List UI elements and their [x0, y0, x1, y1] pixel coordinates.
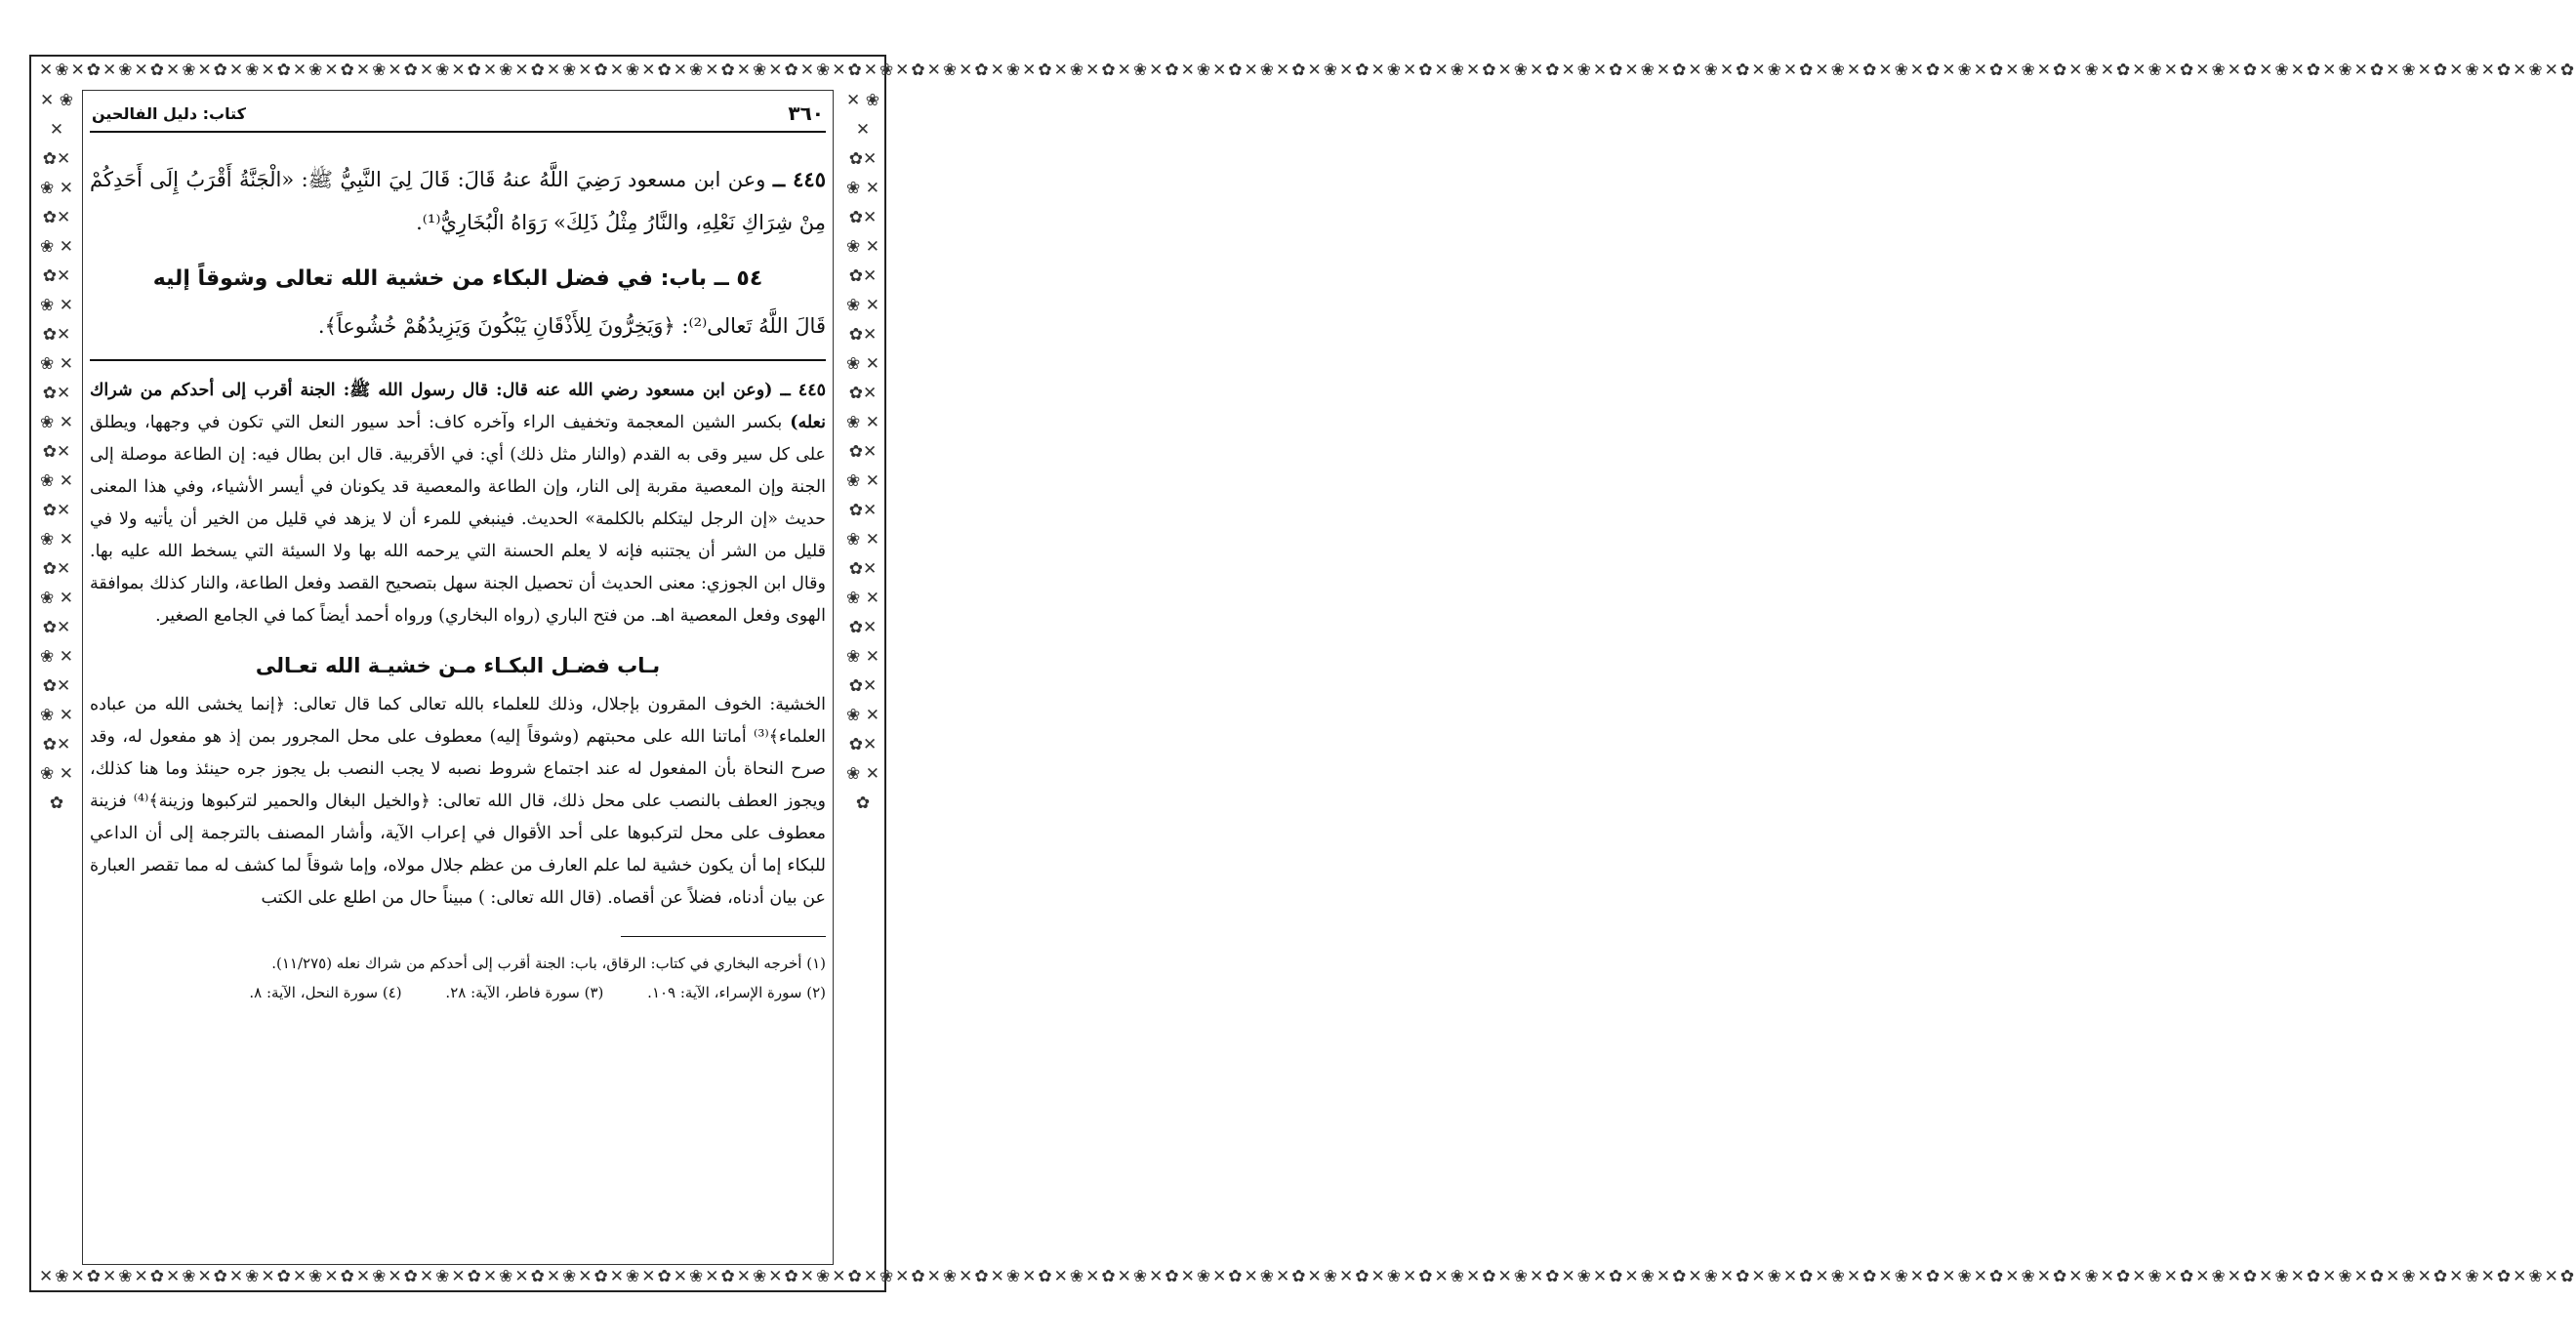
section-paragraph: الخشية: الخوف المقرون بإجلال، وذلك للعلماء بالله تعالى كما قال تعالى: ﴿إنما يخشى الله من عباده العلماء﴾⁽³⁾ أماتنا الله على محبتهم (وشوقاً إليه) معطوف على محل المجرور بمن إذ هو مفعول له، وقد صرح النحاة بأن المفعول له عند اجتماع شروط نصبه لا يجب النصب بل يجوز جره حينئذ وما هنا كذلك، ويجوز العطف بالنصب على محل ذلك، قال الله تعالى: ﴿والخيل البغال والحمير لتركبوها وزينة﴾⁽⁴⁾ فزينة معطوف على محل لتركبوها على أحد الأقوال في إعراب الآية، وأشار المصنف بالترجمة إلى أن الداعي للبكاء إما أن يكون خشية لما علم العارف من عظم جلال مولاه، وإما شوقاً لما كشف له مما تقصر العبارة عن بيان أدناه، فضلاً عن أقصاه. (قال الله تعالى: ) مبيناً حال من اطلع على الكتب: [90, 695, 827, 908]
chapter-verse: قَالَ اللَّهُ تَعالى⁽²⁾: ﴿وَيَخِرُّونَ لِلأَذْقَانِ يَبْكُونَ وَيَزِيدُهُمْ خُشُوعاً﴾.: [317, 314, 826, 338]
book-title: كتاب: دليل الفالحين: [92, 103, 246, 123]
page-header: [90, 98, 826, 133]
chapter-heading: ٥٤ ــ باب: في فضل البكاء من خشية الله تعالى وشوقاً إليه: [152, 266, 763, 291]
footnotes-row: [90, 978, 826, 1007]
footnote-4: (٤) سورة النحل، الآية: ٨.: [249, 984, 402, 1001]
page-content: [90, 98, 826, 1007]
ornament-border-bottom: ✕❀✕✿✕❀✕✿✕❀✕✿✕❀✕✿✕❀✕✿✕❀✕✿✕❀✕✿✕❀✕✿✕❀✕✿✕❀✕✿✕❀✕✿✕❀✕✿✕❀✕✿✕❀✕✿✕❀✕✿✕❀✕✿✕❀✕✿✕❀✕✿✕❀✕✿✕❀✕✿✕❀✕✿✕❀✕✿✕❀✕✿✕❀✕✿✕❀✕✿✕❀✕✿✕❀✕✿✕❀✕✿✕❀✕✿✕❀✕✿✕❀✕✿✕❀✕✿✕❀✕✿✕❀✕✿✕❀✕✿✕❀✕✿✕❀✕✿✕❀✕✿✕❀✕✿✕❀✕✿: [39, 1267, 2576, 1286]
footnote-3: (٣) سورة فاطر، الآية: ٢٨.: [445, 984, 604, 1001]
divider-rule: [90, 359, 826, 361]
commentary-lead: ٤٤٥ ــ (وعن ابن مسعود رضي الله عنه قال: قال رسول الله ﷺ: الجنة أقرب إلى أحدكم من شراك نعله): [90, 381, 826, 432]
commentary-body: بكسر الشين المعجمة وتخفيف الراء وآخره كاف: أحد سيور النعل التي تكون في وجهها، ويطلق على كل سير وقى به القدم (والنار مثل ذلك) أي: في الأقربية. قال ابن بطال فيه: إن الطاعة موصلة إلى الجنة وإن المعصية مقربة إلى النار، وإن الطاعة والمعصية قد يكونان في أيسر الأشياء، وفي هذا المعنى حديث «إن الرجل ليتكلم بالكلمة» الحديث. فينبغي للمرء أن لا يزهد في قليل من الخير أن يأتيه ولا في قليل من الشر أن يجتنبه فإنه لا يعلم الحسنة التي يرحمه الله بها ولا السيئة التي يسخط الله عليه بها. وقال ابن الجوزي: معنى الحديث أن تحصيل الجنة سهل بتصحيح القصد وفعل الطاعة، والنار كذلك بموافقة الهوى وفعل المعصية اهـ. من فتح الباري (رواه البخاري) ورواه أحمد أيضاً كما في الجامع الصغير.: [90, 413, 826, 626]
hadith-number: ٤٤٥ ــ: [772, 167, 826, 191]
footnote-1: (١) أخرجه البخاري في كتاب: الرقاق، باب: الجنة أقرب إلى أحدكم من شراك نعله (١١/٢٧٥).: [271, 955, 826, 972]
commentary-paragraph: [90, 375, 826, 632]
footnote-2: (٢) سورة الإسراء، الآية: ١٠٩.: [647, 984, 826, 1001]
hadith-text: [90, 158, 826, 244]
ornament-border-right: ✕ ❀ ✕ ✿✕ ❀ ✕ ✿✕ ❀ ✕ ✿✕ ❀ ✕ ✿✕ ❀ ✕ ✿✕ ❀ ✕ ✿✕ ❀ ✕ ✿✕ ❀ ✕ ✿✕ ❀ ✕ ✿✕ ❀ ✕ ✿✕ ❀ ✕ ✿✕ ❀ ✕ ✿: [846, 91, 879, 813]
ornament-border-top: ✕❀✕✿✕❀✕✿✕❀✕✿✕❀✕✿✕❀✕✿✕❀✕✿✕❀✕✿✕❀✕✿✕❀✕✿✕❀✕✿✕❀✕✿✕❀✕✿✕❀✕✿✕❀✕✿✕❀✕✿✕❀✕✿✕❀✕✿✕❀✕✿✕❀✕✿✕❀✕✿✕❀✕✿✕❀✕✿✕❀✕✿✕❀✕✿✕❀✕✿✕❀✕✿✕❀✕✿✕❀✕✿✕❀✕✿✕❀✕✿✕❀✕✿✕❀✕✿✕❀✕✿✕❀✕✿✕❀✕✿✕❀✕✿✕❀✕✿✕❀✕✿✕❀✕✿✕❀✕✿: [39, 61, 2576, 80]
section-heading: بـاب فضـل البكـاء مـن خشيـة الله تعـالى: [255, 654, 661, 677]
page-number: ٣٦٠: [788, 102, 824, 125]
footnote-rule: [621, 936, 826, 937]
hadith-body: وعن ابن مسعود رَضِيَ اللَّهُ عنهُ قَالَ: قَالَ لِيَ النَّبِيُّ ﷺ: «الْجَنَّةُ أَقْرَبُ إِلَى أَحَدِكُمْ مِنْ شِرَاكِ نَعْلِهِ، والنَّارُ مِثْلُ ذَلِكَ» رَوَاهُ الْبُخَارِيُّ⁽¹⁾.: [90, 168, 826, 234]
ornament-border-left: ✕ ❀ ✕ ✿✕ ❀ ✕ ✿✕ ❀ ✕ ✿✕ ❀ ✕ ✿✕ ❀ ✕ ✿✕ ❀ ✕ ✿✕ ❀ ✕ ✿✕ ❀ ✕ ✿✕ ❀ ✕ ✿✕ ❀ ✕ ✿✕ ❀ ✕ ✿✕ ❀ ✕ ✿: [40, 91, 73, 813]
